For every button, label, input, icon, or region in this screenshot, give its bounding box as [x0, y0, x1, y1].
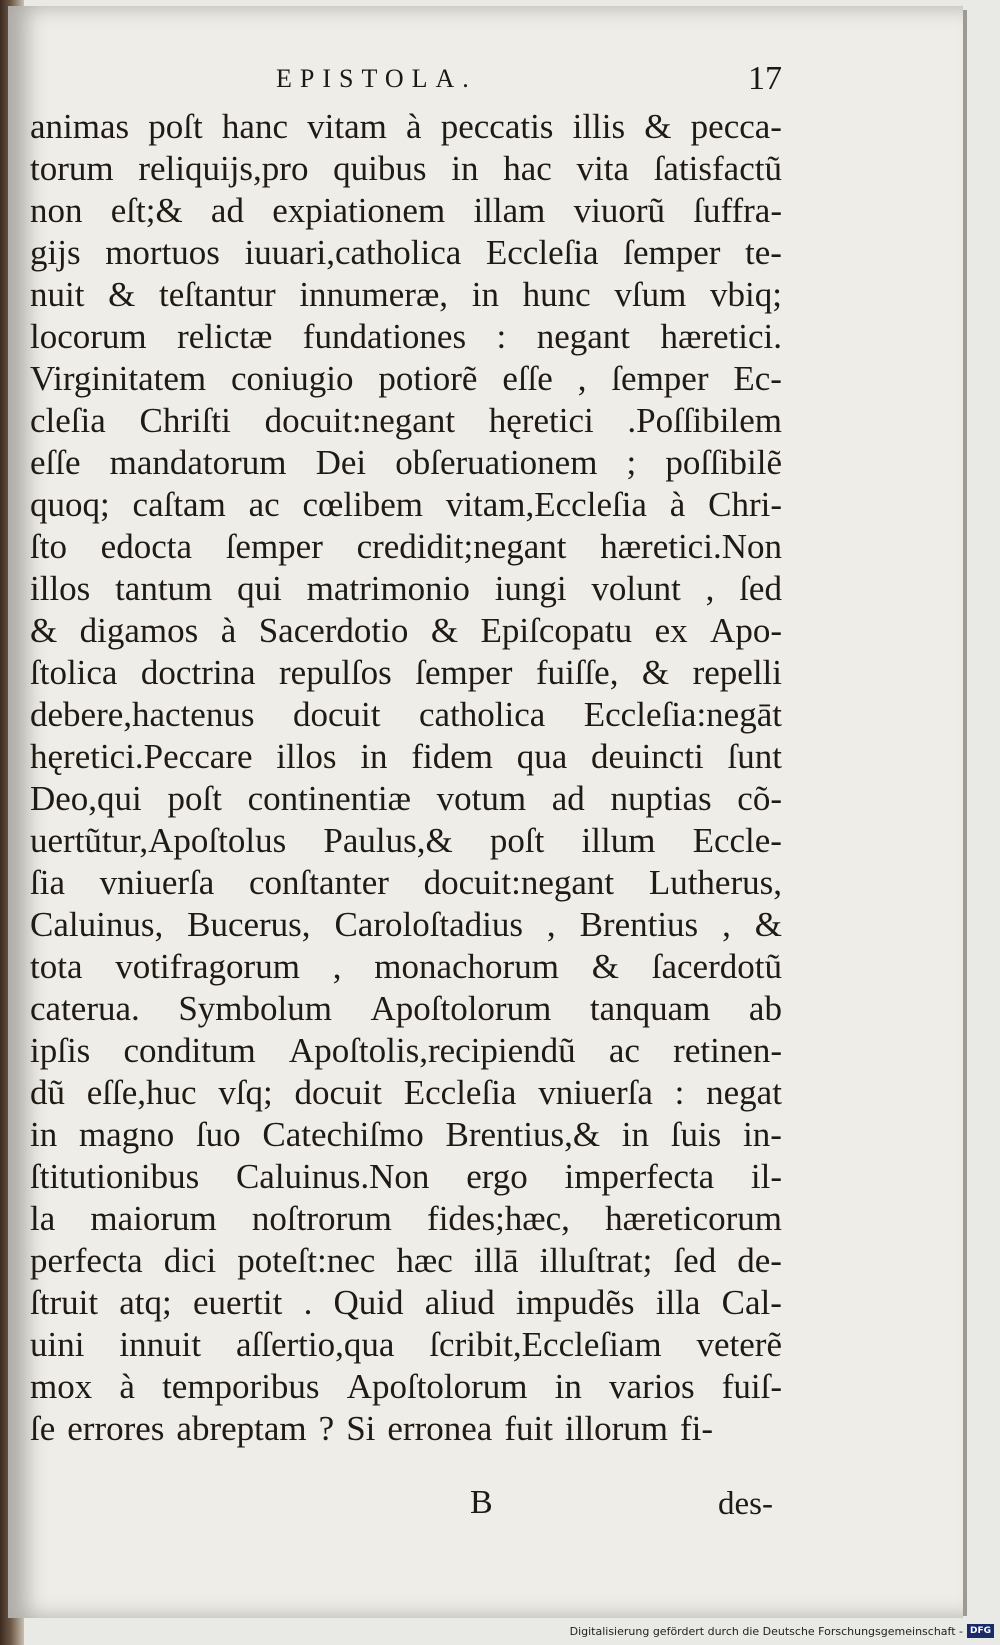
text-word: innumeræ, — [299, 275, 449, 314]
text-word: à — [406, 107, 422, 146]
text-word: hæretici.Non — [600, 527, 782, 566]
text-word: uini — [30, 1325, 85, 1364]
text-word: abreptam — [176, 1409, 307, 1448]
text-line — [30, 736, 782, 778]
text-word: vſq; — [218, 1073, 273, 1112]
text-word: tantum — [115, 569, 213, 608]
page-number: 17 — [748, 60, 782, 97]
text-word: , — [332, 947, 342, 986]
text-word: Chri- — [708, 485, 782, 524]
text-word: illam — [473, 191, 546, 230]
text-word: vitam — [307, 107, 387, 146]
text-word: & — [30, 611, 58, 650]
text-line — [30, 442, 782, 484]
text-word: docuit — [294, 1073, 382, 1112]
text-word: noſtrorum — [251, 1199, 392, 1238]
text-word: poſt — [167, 779, 222, 818]
signature-mark: B — [470, 1484, 493, 1521]
text-word: illuſtrat; — [539, 1241, 653, 1280]
text-word: viuorũ — [573, 191, 665, 230]
text-word: matrimonio — [306, 569, 470, 608]
text-word: ; — [626, 443, 637, 482]
text-word: illum — [581, 821, 656, 860]
page-edge-shadow — [963, 10, 967, 1616]
text-word: ſtruit — [30, 1283, 99, 1322]
text-word: errores — [67, 1409, 165, 1448]
text-line — [30, 988, 782, 1030]
text-word: Eccleſia:negāt — [583, 695, 782, 734]
text-word: Dei — [315, 443, 367, 482]
text-word: & — [108, 275, 136, 314]
page-footer — [8, 1484, 963, 1532]
text-word: Chriſti — [139, 401, 231, 440]
text-word: te- — [745, 233, 782, 272]
text-line — [30, 232, 782, 274]
text-word: vita — [576, 149, 629, 188]
text-word: Lutherus, — [648, 863, 782, 902]
text-word: ſunt — [727, 737, 782, 776]
text-word: Eccleſia — [403, 1073, 517, 1112]
text-line — [30, 400, 782, 442]
text-word: illis — [572, 107, 626, 146]
text-word: Symbolum — [178, 989, 332, 1028]
body-text — [30, 106, 782, 1450]
text-word: eſſe — [502, 359, 553, 398]
text-word: poſt — [148, 107, 203, 146]
text-line — [30, 1240, 782, 1282]
text-word: conſtanter — [249, 863, 389, 902]
text-word: poſſibilẽ — [665, 443, 782, 482]
text-word: , — [546, 905, 556, 944]
text-word: negat — [706, 1073, 782, 1112]
text-word: varios — [609, 1367, 695, 1406]
text-word: ſuffra- — [693, 191, 782, 230]
text-word: qua — [516, 737, 568, 776]
text-word: euertit — [192, 1283, 283, 1322]
text-word: Cal- — [721, 1283, 782, 1322]
text-word: illā — [473, 1241, 519, 1280]
text-word: docuit — [292, 695, 381, 734]
text-word: & — [430, 611, 459, 650]
text-word: ſatisfactũ — [653, 149, 782, 188]
text-line — [30, 568, 782, 610]
text-word: ergo — [466, 1157, 528, 1196]
text-word: vniuerſa — [538, 1073, 653, 1112]
text-word: catholica — [418, 695, 546, 734]
text-word: à — [220, 611, 237, 650]
text-word: in — [554, 1367, 582, 1406]
text-word: continentiæ — [247, 779, 411, 818]
text-word: nuptias — [610, 779, 712, 818]
text-word: vniuerſa — [99, 863, 215, 902]
text-word: mortuos — [105, 233, 220, 272]
text-word: hanc — [221, 107, 288, 146]
text-word: ſemper — [623, 233, 721, 272]
text-word: repulſos — [279, 653, 392, 692]
text-line — [30, 316, 782, 358]
text-line — [30, 1030, 782, 1072]
text-word: & — [591, 947, 619, 986]
text-word: Apoſtolorum — [346, 1367, 528, 1406]
text-word: fuiſ- — [721, 1367, 782, 1406]
text-word: mandatorum — [109, 443, 287, 482]
text-word: la — [30, 1199, 56, 1238]
text-word: dici — [163, 1241, 217, 1280]
text-word: ſuo — [195, 1115, 241, 1154]
text-line — [30, 484, 782, 526]
text-word: fuiſſe, — [535, 653, 619, 692]
text-word: expiationem — [272, 191, 446, 230]
text-word: Caluinus, — [30, 905, 164, 944]
text-word: fi- — [679, 1409, 714, 1448]
text-line — [30, 610, 782, 652]
text-word: votifragorum — [115, 947, 300, 986]
text-word: in — [621, 1115, 649, 1154]
text-word: monachorum — [374, 947, 559, 986]
text-word: Sacerdotio — [258, 611, 409, 650]
text-word: ipſis — [30, 1031, 91, 1070]
text-word: hæc — [396, 1241, 453, 1280]
text-word: hęretici — [488, 401, 594, 440]
text-word: teſtantur — [159, 275, 276, 314]
text-word: ab — [748, 989, 782, 1028]
text-word: ſemper — [415, 653, 513, 692]
text-line — [30, 904, 782, 946]
text-line — [30, 1366, 782, 1408]
text-word: cœlibem — [302, 485, 424, 524]
text-word: in — [30, 1115, 58, 1154]
text-word: illa — [655, 1283, 701, 1322]
text-word: iungi — [494, 569, 567, 608]
text-word: .Poſſibilem — [627, 401, 782, 440]
text-word: Si — [346, 1409, 376, 1448]
text-word: hæreticorum — [605, 1199, 782, 1238]
text-word: volunt — [591, 569, 681, 608]
text-word: Paulus,& — [323, 821, 453, 860]
text-word: uertũtur,Apoſtolus — [30, 821, 287, 860]
text-word: ac — [608, 1031, 640, 1070]
text-word: & — [644, 107, 672, 146]
text-word: caterua. — [30, 989, 140, 1028]
text-word: erronea — [387, 1409, 493, 1448]
text-line — [30, 526, 782, 568]
text-word: vitam,Eccleſia — [445, 485, 647, 524]
text-word: pecca- — [690, 107, 782, 146]
text-word: in- — [743, 1115, 782, 1154]
text-word: de- — [737, 1241, 782, 1280]
text-word: Ec- — [733, 359, 782, 398]
text-word: repelli — [692, 653, 782, 692]
text-word: relictæ — [177, 317, 273, 356]
text-line — [30, 652, 782, 694]
text-word: . — [303, 1283, 313, 1322]
text-word: fundationes — [302, 317, 467, 356]
text-word: ex — [654, 611, 688, 650]
text-word: & — [754, 905, 782, 944]
text-word: maiorum — [90, 1199, 217, 1238]
text-word: illos — [276, 737, 337, 776]
text-word: locorum — [30, 317, 147, 356]
text-word: debere,hactenus — [30, 695, 255, 734]
text-word: innuit — [119, 1325, 202, 1364]
text-word: illos — [30, 569, 91, 608]
text-word: negant — [536, 317, 631, 356]
text-word: fides;hæc, — [427, 1199, 570, 1238]
text-word: vbiq; — [709, 275, 782, 314]
text-word: Epiſcopatu — [480, 611, 633, 650]
text-line — [30, 1114, 782, 1156]
running-head: EPISTOLA. — [276, 64, 477, 93]
text-word: ſacerdotũ — [651, 947, 782, 986]
text-word: Eccle- — [692, 821, 782, 860]
text-word: hęretici.Peccare — [30, 737, 253, 776]
text-line — [30, 1324, 782, 1366]
text-word: ſuis — [670, 1115, 722, 1154]
text-word: coniugio — [230, 359, 354, 398]
text-line — [30, 862, 782, 904]
text-word: temporibus — [162, 1367, 320, 1406]
text-word: potiorẽ — [378, 359, 478, 398]
text-word: ſia — [30, 863, 65, 902]
text-word: Apoſtolis,recipiendũ — [288, 1031, 576, 1070]
text-word: eſſe — [30, 443, 81, 482]
text-word: Virginitatem — [30, 359, 207, 398]
text-word: ſtitutionibus — [30, 1157, 200, 1196]
credit-text: Digitalisierung gefördert durch die Deutsche Forschungsgemeinschaft - — [569, 1624, 963, 1638]
text-word: fidem — [411, 737, 493, 776]
text-word: mox — [30, 1367, 93, 1406]
text-word: tota — [30, 947, 83, 986]
text-word: obſeruationem — [395, 443, 598, 482]
text-line — [30, 1282, 782, 1324]
text-word: votum — [436, 779, 527, 818]
text-word: vſum — [614, 275, 687, 314]
text-word: Eccleſia — [485, 233, 599, 272]
text-word: impudẽs — [515, 1283, 635, 1322]
text-word: peccatis — [440, 107, 554, 146]
text-line — [30, 148, 782, 190]
text-word: poſt — [489, 821, 545, 860]
text-word: Brentius,& — [445, 1115, 601, 1154]
text-word: ac — [248, 485, 280, 524]
text-line — [30, 1198, 782, 1240]
text-word: conditum — [123, 1031, 256, 1070]
text-word: quibus — [333, 149, 427, 188]
text-word: poteſt:nec — [237, 1241, 376, 1280]
text-word: & — [641, 653, 670, 692]
text-word: hæretici. — [660, 317, 782, 356]
text-word: caſtam — [132, 485, 226, 524]
text-word: deuincti — [591, 737, 704, 776]
text-word: ſemper — [225, 527, 323, 566]
text-word: torum — [30, 149, 114, 188]
text-word: cleſia — [30, 401, 106, 440]
book-page — [8, 6, 963, 1618]
text-word: non — [30, 191, 83, 230]
text-word: : — [674, 1073, 685, 1112]
text-word: hunc — [522, 275, 591, 314]
text-word: perfecta — [30, 1241, 143, 1280]
text-word: à — [119, 1367, 135, 1406]
text-word: il- — [750, 1157, 782, 1196]
text-word: Apo- — [710, 611, 782, 650]
text-word: Brentius — [579, 905, 699, 944]
text-word: qui — [237, 569, 282, 608]
text-word: aliud — [424, 1283, 495, 1322]
text-word: eſt;& — [110, 191, 183, 230]
text-word: illorum — [564, 1409, 668, 1448]
text-word: Quid — [333, 1283, 404, 1322]
text-word: docuit:negant — [423, 863, 615, 902]
text-word: ſcribit,Eccleſiam — [429, 1325, 662, 1364]
text-word: Bucerus, — [187, 905, 311, 944]
catchword: des- — [718, 1486, 773, 1522]
text-word: ? — [318, 1409, 335, 1448]
text-line — [30, 106, 782, 148]
text-line — [30, 820, 782, 862]
text-word: in — [360, 737, 388, 776]
text-word: reliquijs,pro — [138, 149, 309, 188]
text-word: veterẽ — [696, 1325, 782, 1364]
text-word: ſed — [673, 1241, 717, 1280]
text-word: docuit:negant — [264, 401, 456, 440]
text-word: imperfecta — [564, 1157, 715, 1196]
text-word: , — [577, 359, 587, 398]
text-word: , — [705, 569, 715, 608]
text-word: aſſertio,qua — [235, 1325, 395, 1364]
text-word: ad — [551, 779, 585, 818]
text-line — [30, 358, 782, 400]
text-word: doctrina — [140, 653, 256, 692]
text-word: digamos — [79, 611, 199, 650]
text-word: edocta — [100, 527, 192, 566]
text-word: nuit — [30, 275, 85, 314]
text-word: quoq; — [30, 485, 110, 524]
text-line — [30, 1408, 782, 1450]
text-line — [30, 946, 782, 988]
text-word: ſto — [30, 527, 67, 566]
text-word: atq; — [119, 1283, 172, 1322]
text-word: Apoſtolorum — [370, 989, 552, 1028]
text-line — [30, 190, 782, 232]
text-word: in — [451, 149, 479, 188]
text-word: eſſe,huc — [86, 1073, 197, 1112]
text-word: iuuari,catholica — [244, 233, 462, 272]
text-word: ſemper — [611, 359, 709, 398]
text-line — [30, 274, 782, 316]
digitization-credit — [570, 1623, 994, 1639]
text-word: Catechiſmo — [262, 1115, 424, 1154]
text-word: gijs — [30, 233, 81, 272]
text-word: : — [496, 317, 507, 356]
text-word: animas — [30, 107, 130, 146]
text-word: Deo,qui — [30, 779, 142, 818]
text-word: Caroloſtadius — [334, 905, 524, 944]
page-header — [8, 60, 963, 104]
text-word: ſed — [739, 569, 782, 608]
text-line — [30, 778, 782, 820]
text-word: magno — [78, 1115, 175, 1154]
text-word: , — [722, 905, 731, 944]
text-word: Caluinus.Non — [235, 1157, 430, 1196]
text-word: in — [471, 275, 499, 314]
text-word: ſtolica — [30, 653, 118, 692]
text-word: dũ — [30, 1073, 65, 1112]
text-word: ſe — [30, 1409, 56, 1448]
text-word: hac — [503, 149, 552, 188]
text-word: retinen- — [673, 1031, 782, 1070]
text-word: cõ- — [737, 779, 782, 818]
text-line — [30, 1072, 782, 1114]
text-line — [30, 1156, 782, 1198]
dfg-logo: DFG — [967, 1624, 994, 1638]
text-word: tanquam — [589, 989, 711, 1028]
text-word: ad — [210, 191, 244, 230]
text-word: à — [669, 485, 686, 524]
text-word: fuit — [504, 1409, 553, 1448]
text-word: credidit;negant — [356, 527, 567, 566]
text-line — [30, 694, 782, 736]
